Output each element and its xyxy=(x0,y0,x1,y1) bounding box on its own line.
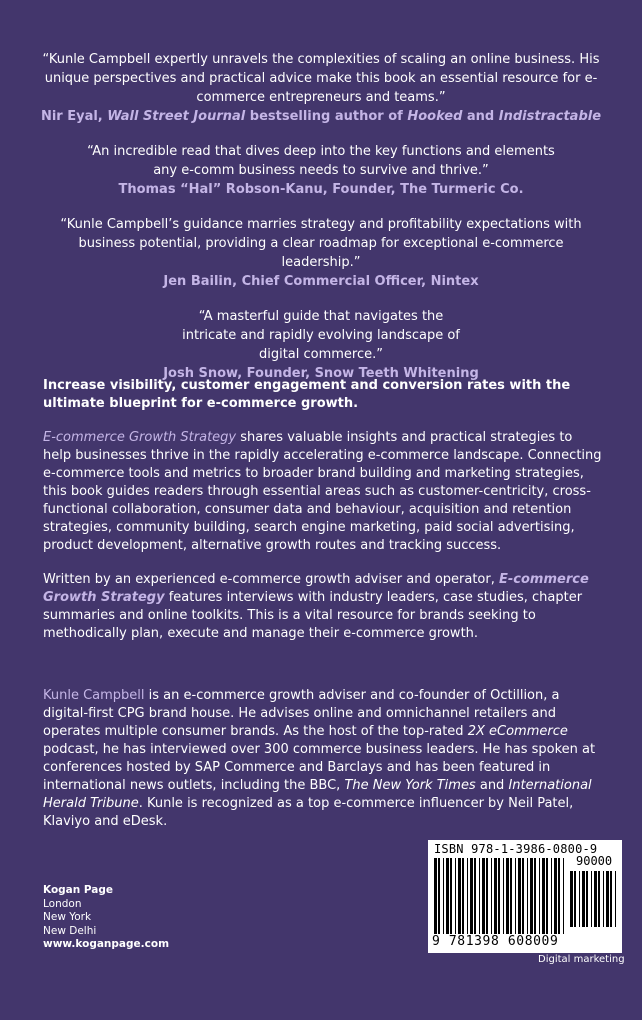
barcode-bar xyxy=(574,871,576,927)
endorsement-1 xyxy=(40,50,602,126)
barcode-bar xyxy=(610,871,612,927)
barcode-bar xyxy=(458,858,461,934)
barcode-bar xyxy=(462,858,464,934)
barcode-bar xyxy=(606,871,609,927)
isbn-label: ISBN 978-1-3986-0800-9 xyxy=(434,842,598,856)
barcode-bar xyxy=(579,871,580,927)
barcode-bar xyxy=(479,858,480,934)
barcode-bar xyxy=(503,858,504,934)
barcode-bar xyxy=(570,871,573,927)
barcode-bar xyxy=(450,858,452,934)
barcode-bar xyxy=(615,871,616,927)
barcode-bar xyxy=(558,858,560,934)
barcode-bar xyxy=(582,871,585,927)
book-title: E-commerce Growth Strategy xyxy=(43,430,237,445)
quote-text: “An incredible read that dives deep into the key functions and elements any e-comm business needs to survive and thrive.” xyxy=(87,144,555,178)
barcode-bar xyxy=(482,858,485,934)
endorsement-2 xyxy=(40,142,602,199)
barcode-bar xyxy=(563,858,564,934)
barcode-bar xyxy=(551,858,552,934)
barcode-bar xyxy=(467,858,468,934)
author-bio: Kunle Campbell is an e-commerce growth adviser and co-founder of Octillion, a digital-first CPG brand house. He advises online and omnichannel retailers and operates multiple consumer brands. As the host of the top-rated 2X eCommerce podcast, he has interviewed over 300 commerce business leaders. He has spoken at conferences hosted by SAP Commerce and Barclays and has been featured in international news outlets, including the BBC, The New York Times and International Herald Tribune. Kunle is recognized as a top e-commerce influencer by Neil Patel, Klaviyo and eDesk. xyxy=(43,688,596,829)
endorsement-3 xyxy=(40,215,602,291)
author-name: Kunle Campbell xyxy=(43,688,145,703)
barcode-bar xyxy=(518,858,521,934)
barcode-bar xyxy=(522,858,524,934)
barcode-bar xyxy=(598,871,600,927)
quote-author: Nir Eyal, Wall Street Journal bestselling author of Hooked and Indistractable xyxy=(40,109,602,124)
price-code: 90000 xyxy=(576,854,613,868)
publisher-name: Kogan Page xyxy=(43,884,114,896)
book-title: E-commerce Growth Strategy xyxy=(43,572,589,605)
publisher-city: New York xyxy=(43,911,92,923)
ean-barcode-bars xyxy=(434,858,566,940)
book-description xyxy=(43,377,603,659)
endorsements xyxy=(40,50,602,399)
barcode-bar xyxy=(527,858,528,934)
barcode-bar xyxy=(515,858,516,934)
lead-paragraph: Increase visibility, customer engagement and conversion rates with the ultimate blueprint for e-commerce growth. xyxy=(43,378,571,411)
barcode-bar xyxy=(491,858,492,934)
publisher-city: New Delhi xyxy=(43,924,97,937)
barcode-bar xyxy=(539,858,540,934)
barcode-bar xyxy=(591,871,592,927)
ean-digits: 9 781398 608009 xyxy=(432,934,559,949)
subject-category: Digital marketing xyxy=(538,954,625,965)
quote-text: “Kunle Campbell expertly unravels the complexities of scaling an online business. His unique perspectives and practical advice make this book an essential resource for e-commerce entrepreneurs and teams.” xyxy=(42,52,600,105)
barcode-bar xyxy=(438,858,440,940)
barcode-bar xyxy=(494,858,497,934)
barcode-bar xyxy=(542,858,545,934)
quote-author: Josh Snow, Founder, Snow Teeth Whitening xyxy=(163,366,479,381)
barcode-bar xyxy=(434,858,437,940)
barcode xyxy=(428,840,622,953)
barcode-bar xyxy=(455,858,456,934)
barcode-bar xyxy=(470,858,473,934)
description-paragraph-2: Written by an experienced e-commerce growth adviser and operator, E-commerce Growth Strategy features interviews with industry leaders, case studies, chapter summaries and online toolkits. This is a vital resource for brands seeking to methodically plan, execute and manage their e-commerce growth. xyxy=(43,572,589,641)
quote-author: Thomas “Hal” Robson-Kanu, Founder, The Turmeric Co. xyxy=(118,182,524,197)
barcode-bar xyxy=(486,858,488,934)
barcode-bar xyxy=(603,871,604,927)
barcode-bar xyxy=(530,858,533,934)
barcode-bar xyxy=(586,871,588,927)
barcode-bar xyxy=(474,858,476,934)
publisher-info xyxy=(43,884,169,952)
barcode-bar xyxy=(498,858,500,934)
publisher-city: London xyxy=(43,897,82,910)
barcode-bar xyxy=(534,858,536,934)
barcode-bar xyxy=(443,858,444,934)
endorsement-4 xyxy=(40,307,602,383)
description-paragraph-1: E-commerce Growth Strategy shares valuable insights and practical strategies to help businesses thrive in the rapidly accelerating e-commerce landscape. Connecting e-commerce tools and metrics to broader brand building and marketing strategies, this book guides readers through essential areas such as customer-centricity, cross-functional collaboration, consumer data and behaviour, acquisition and retention strategies, community building, search engine marketing, paid social advertising, product development, alternative growth routes and tracking success. xyxy=(43,430,602,553)
quote-text: “A masterful guide that navigates the intricate and rapidly evolving landscape of digital commerce.” xyxy=(182,309,460,362)
barcode-bar xyxy=(506,858,509,940)
barcode-bar xyxy=(510,858,512,940)
barcode-bar xyxy=(446,858,449,934)
addon-barcode-bars xyxy=(570,871,618,933)
barcode-bar xyxy=(546,858,548,934)
barcode-bar xyxy=(594,871,597,927)
quote-text: “Kunle Campbell’s guidance marries strategy and profitability expectations with business potential, providing a clear roadmap for exceptional e-commerce leadership.” xyxy=(60,217,582,270)
publisher-website: www.koganpage.com xyxy=(43,938,170,950)
barcode-bar xyxy=(554,858,557,934)
quote-author: Jen Bailin, Chief Commercial Officer, Nintex xyxy=(163,274,479,289)
